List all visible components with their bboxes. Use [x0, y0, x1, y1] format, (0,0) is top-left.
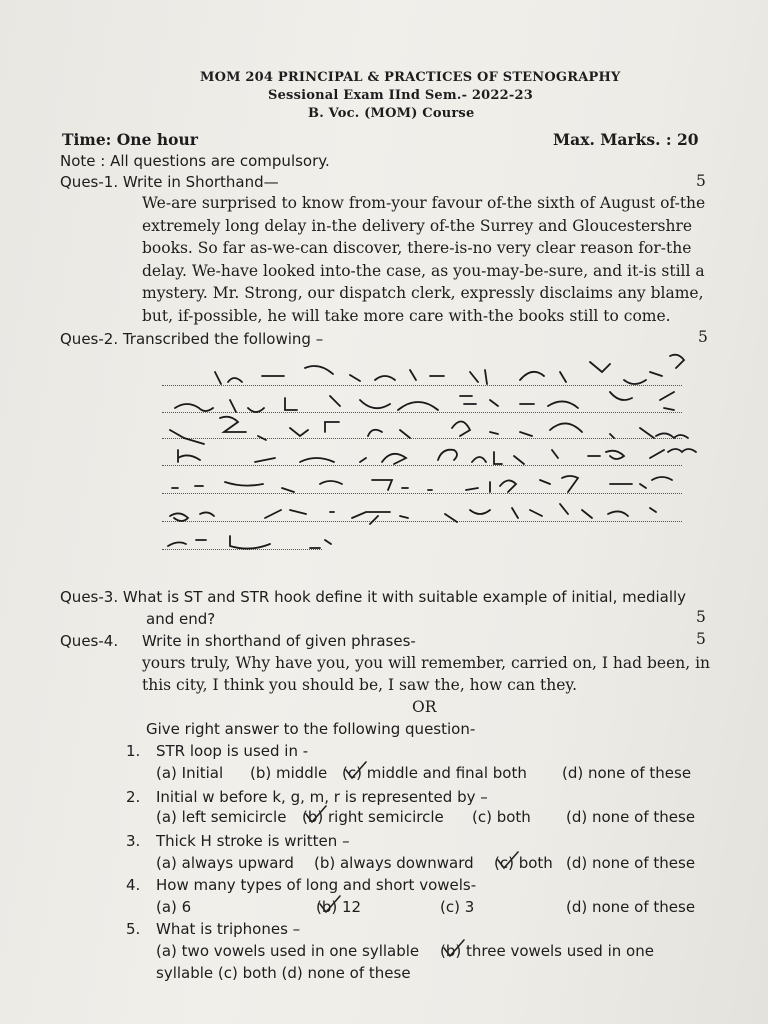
mcq-option-a: (a) left semicircle — [156, 808, 287, 826]
q2-label: Ques-2. Transcribed the following – — [60, 330, 324, 348]
mcq-question: Thick H stroke is written – — [156, 832, 350, 850]
mcq-number: 1. — [126, 742, 141, 760]
mcq-number: 3. — [126, 832, 141, 850]
course-title: MOM 204 PRINCIPAL & PRACTICES OF STENOGRAPHY — [200, 70, 621, 85]
mcq-option-a: (a) two vowels used in one syllable — [156, 942, 420, 960]
mcq-option-c: syllable (c) both (d) none of these — [156, 964, 411, 982]
mcq-question: How many types of long and short vowels- — [156, 876, 477, 894]
q1-line: extremely long delay in-the delivery of-the Surrey and Gloucestershre — [142, 216, 693, 235]
mcq-option-d: (d) none of these — [566, 854, 696, 872]
q4-marks: 5 — [696, 630, 706, 648]
tick-mark — [498, 852, 518, 868]
mcq-number: 5. — [126, 920, 141, 938]
mcq-option-b: (b) 12 — [316, 898, 362, 916]
mcq-option-c: (c) both — [494, 854, 553, 872]
mcq-option-a: (a) 6 — [156, 898, 192, 916]
mcq-option-b: (b) middle — [250, 764, 328, 782]
mcq-option-a: (a) Initial — [156, 764, 224, 782]
mcq-question: What is triphones – — [156, 920, 301, 938]
q4-label: Ques-4. — [60, 632, 119, 650]
q1-line: but, if-possible, he will take more care with-the books still to come. — [142, 306, 671, 325]
q2-marks: 5 — [698, 328, 708, 346]
tick-mark — [444, 940, 464, 956]
q1-marks: 5 — [696, 172, 706, 190]
tick-mark — [320, 896, 340, 912]
mcq-option-b: (b) right semicircle — [302, 808, 444, 826]
q3-marks: 5 — [696, 608, 706, 626]
q1-line: books. So far as-we-can discover, there-is-no very clear reason for-the — [142, 239, 692, 257]
mcq-option-b: (b) three vowels used in one — [440, 942, 654, 960]
mcq-option-d: (d) none of these — [562, 764, 692, 782]
q1-line: delay. We-have looked into-the case, as you-may-be-sure, and it-is still a — [142, 261, 705, 280]
mcq-instruction: Give right answer to the following question- — [146, 720, 476, 738]
mcq-number: 2. — [126, 788, 141, 806]
q1-label: Ques-1. Write in Shorthand— — [60, 173, 279, 191]
mcq-option-c: (c) 3 — [440, 898, 475, 916]
q3-label-cont: and end? — [146, 610, 216, 628]
q1-line: We-are surprised to know from-your favour of-the sixth of August of-the — [142, 194, 706, 212]
note: Note : All questions are compulsory. — [60, 152, 330, 170]
tick-mark — [306, 806, 326, 822]
q4-text: Write in shorthand of given phrases- — [142, 632, 416, 650]
mcq-option-a: (a) always upward — [156, 854, 294, 872]
q1-line: mystery. Mr. Strong, our dispatch clerk, expressly disclaims any blame, — [142, 284, 704, 302]
mcq-option-d: (d) none of these — [566, 898, 696, 916]
tick-mark — [346, 762, 366, 778]
mcq-question: Initial w before k, g, m, r is represented by – — [156, 788, 488, 806]
q4-phrases-2: this city, I think you should be, I saw the, how can they. — [142, 676, 578, 694]
mcq-option-c: (c) middle and final both — [342, 764, 527, 782]
mcq-option-c: (c) both — [472, 808, 531, 826]
time-label: Time: One hour — [62, 130, 198, 149]
mcq-question: STR loop is used in - — [156, 742, 309, 760]
mcq-number: 4. — [126, 876, 141, 894]
mcq-option-d: (d) none of these — [566, 808, 696, 826]
exam-name: Sessional Exam IInd Sem.- 2022-23 — [268, 88, 533, 103]
or-label: OR — [412, 698, 437, 716]
q4-phrases-1: yours truly, Why have you, you will remember, carried on, I had been, in — [142, 654, 711, 672]
mcq-option-b: (b) always downward — [314, 854, 474, 872]
q3-label: Ques-3. What is ST and STR hook define it with suitable example of initial, medially — [60, 588, 687, 606]
max-marks: Max. Marks. : 20 — [553, 130, 699, 149]
program-name: B. Voc. (MOM) Course — [308, 106, 475, 121]
